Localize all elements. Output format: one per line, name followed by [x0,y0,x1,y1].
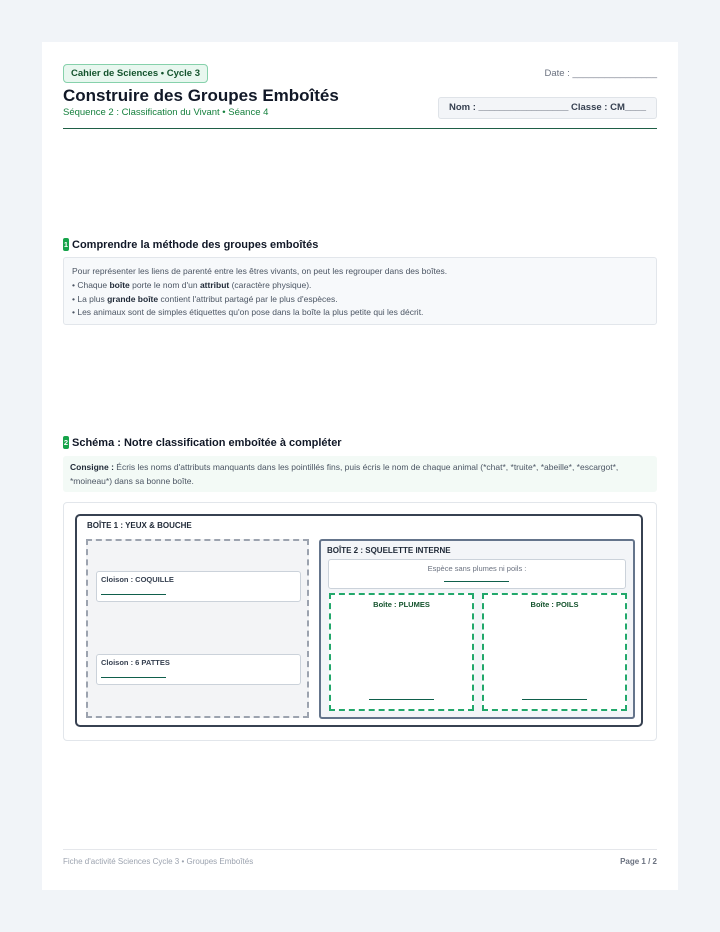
cloison-shell [96,571,301,602]
cloison-six-legs-label: Cloison : 6 PATTES [101,658,170,667]
method-info-box [63,257,657,325]
cloison-six-legs [96,654,301,685]
info-intro: Pour représenter les liens de parenté entre les êtres vivants, on peut les regrouper dans des boîtes. [72,266,448,276]
page-subtitle: Séquence 2 : Classification du Vivant • Séance 4 [63,107,269,118]
date-field[interactable]: Date : ________________ [544,68,657,79]
footer-divider [63,849,657,850]
info-bullet-3: • Les animaux sont de simples étiquettes qu'on pose dans la boîte la plus petite qui les décrit. [72,307,424,318]
fur-box-label: Boîte : POILS [530,600,579,609]
page-title: Construire des Groupes Emboîtés [63,86,339,105]
feathers-box [329,593,474,711]
instructions-box [63,456,657,492]
section1-title: Comprendre la méthode des groupes emboîtés [72,239,319,251]
nested-groups-diagram [63,502,657,741]
footer-caption: Fiche d'activité Sciences Cycle 3 • Groupes Emboîtés [63,857,254,866]
worksheet-page [42,42,678,890]
section2-title: Schéma : Notre classification emboîtée à compléter [72,437,342,449]
box1-eyes-mouth [75,514,643,727]
cloison-six-legs-answer-line[interactable] [101,677,166,678]
cloison-shell-answer-line[interactable] [101,594,166,595]
info-bullet-1: • Chaque boîte porte le nom d'un attribut (caractère physique). [72,279,312,290]
fur-box [482,593,627,711]
box1-label: BOÎTE 1 : YEUX & BOUCHE [87,521,192,530]
section2-number: 2 [63,438,69,447]
header-divider [63,128,657,129]
no-feathers-no-fur-label: Espèce sans plumes ni poils : [427,564,527,573]
instructions-text: Écris les noms d'attributs manquants dans les pointillés fins, puis écris le nom de chaque animal (*chat*, *truite*, *abeille*, *escargot*, *moineau*) dans sa bonne boîte. [70,462,619,486]
feathers-answer-line[interactable] [369,699,434,700]
info-bullet-2: • La plus grande boîte contient l'attribut partagé par le plus d'espèces. [72,293,338,304]
course-badge: Cahier de Sciences • Cycle 3 [63,64,208,83]
fur-answer-line[interactable] [522,699,587,700]
section1-number: 1 [63,240,69,249]
instructions-label: Consigne : [70,462,114,472]
feathers-box-label: Boîte : PLUMES [373,600,430,609]
box2-label: BOÎTE 2 : SQUELETTE INTERNE [327,546,451,555]
name-class-field[interactable]: Nom : _________________ Classe : CM____ [438,97,657,119]
cloison-shell-label: Cloison : COQUILLE [101,575,174,584]
section2-heading [63,436,342,450]
invertebrates-zone [86,539,309,718]
box2-internal-skeleton [319,539,635,719]
section1-heading [63,238,318,252]
no-feathers-no-fur-answer-line[interactable] [444,581,509,582]
page-number: Page 1 / 2 [620,857,657,866]
no-feathers-no-fur-slot [328,559,626,589]
